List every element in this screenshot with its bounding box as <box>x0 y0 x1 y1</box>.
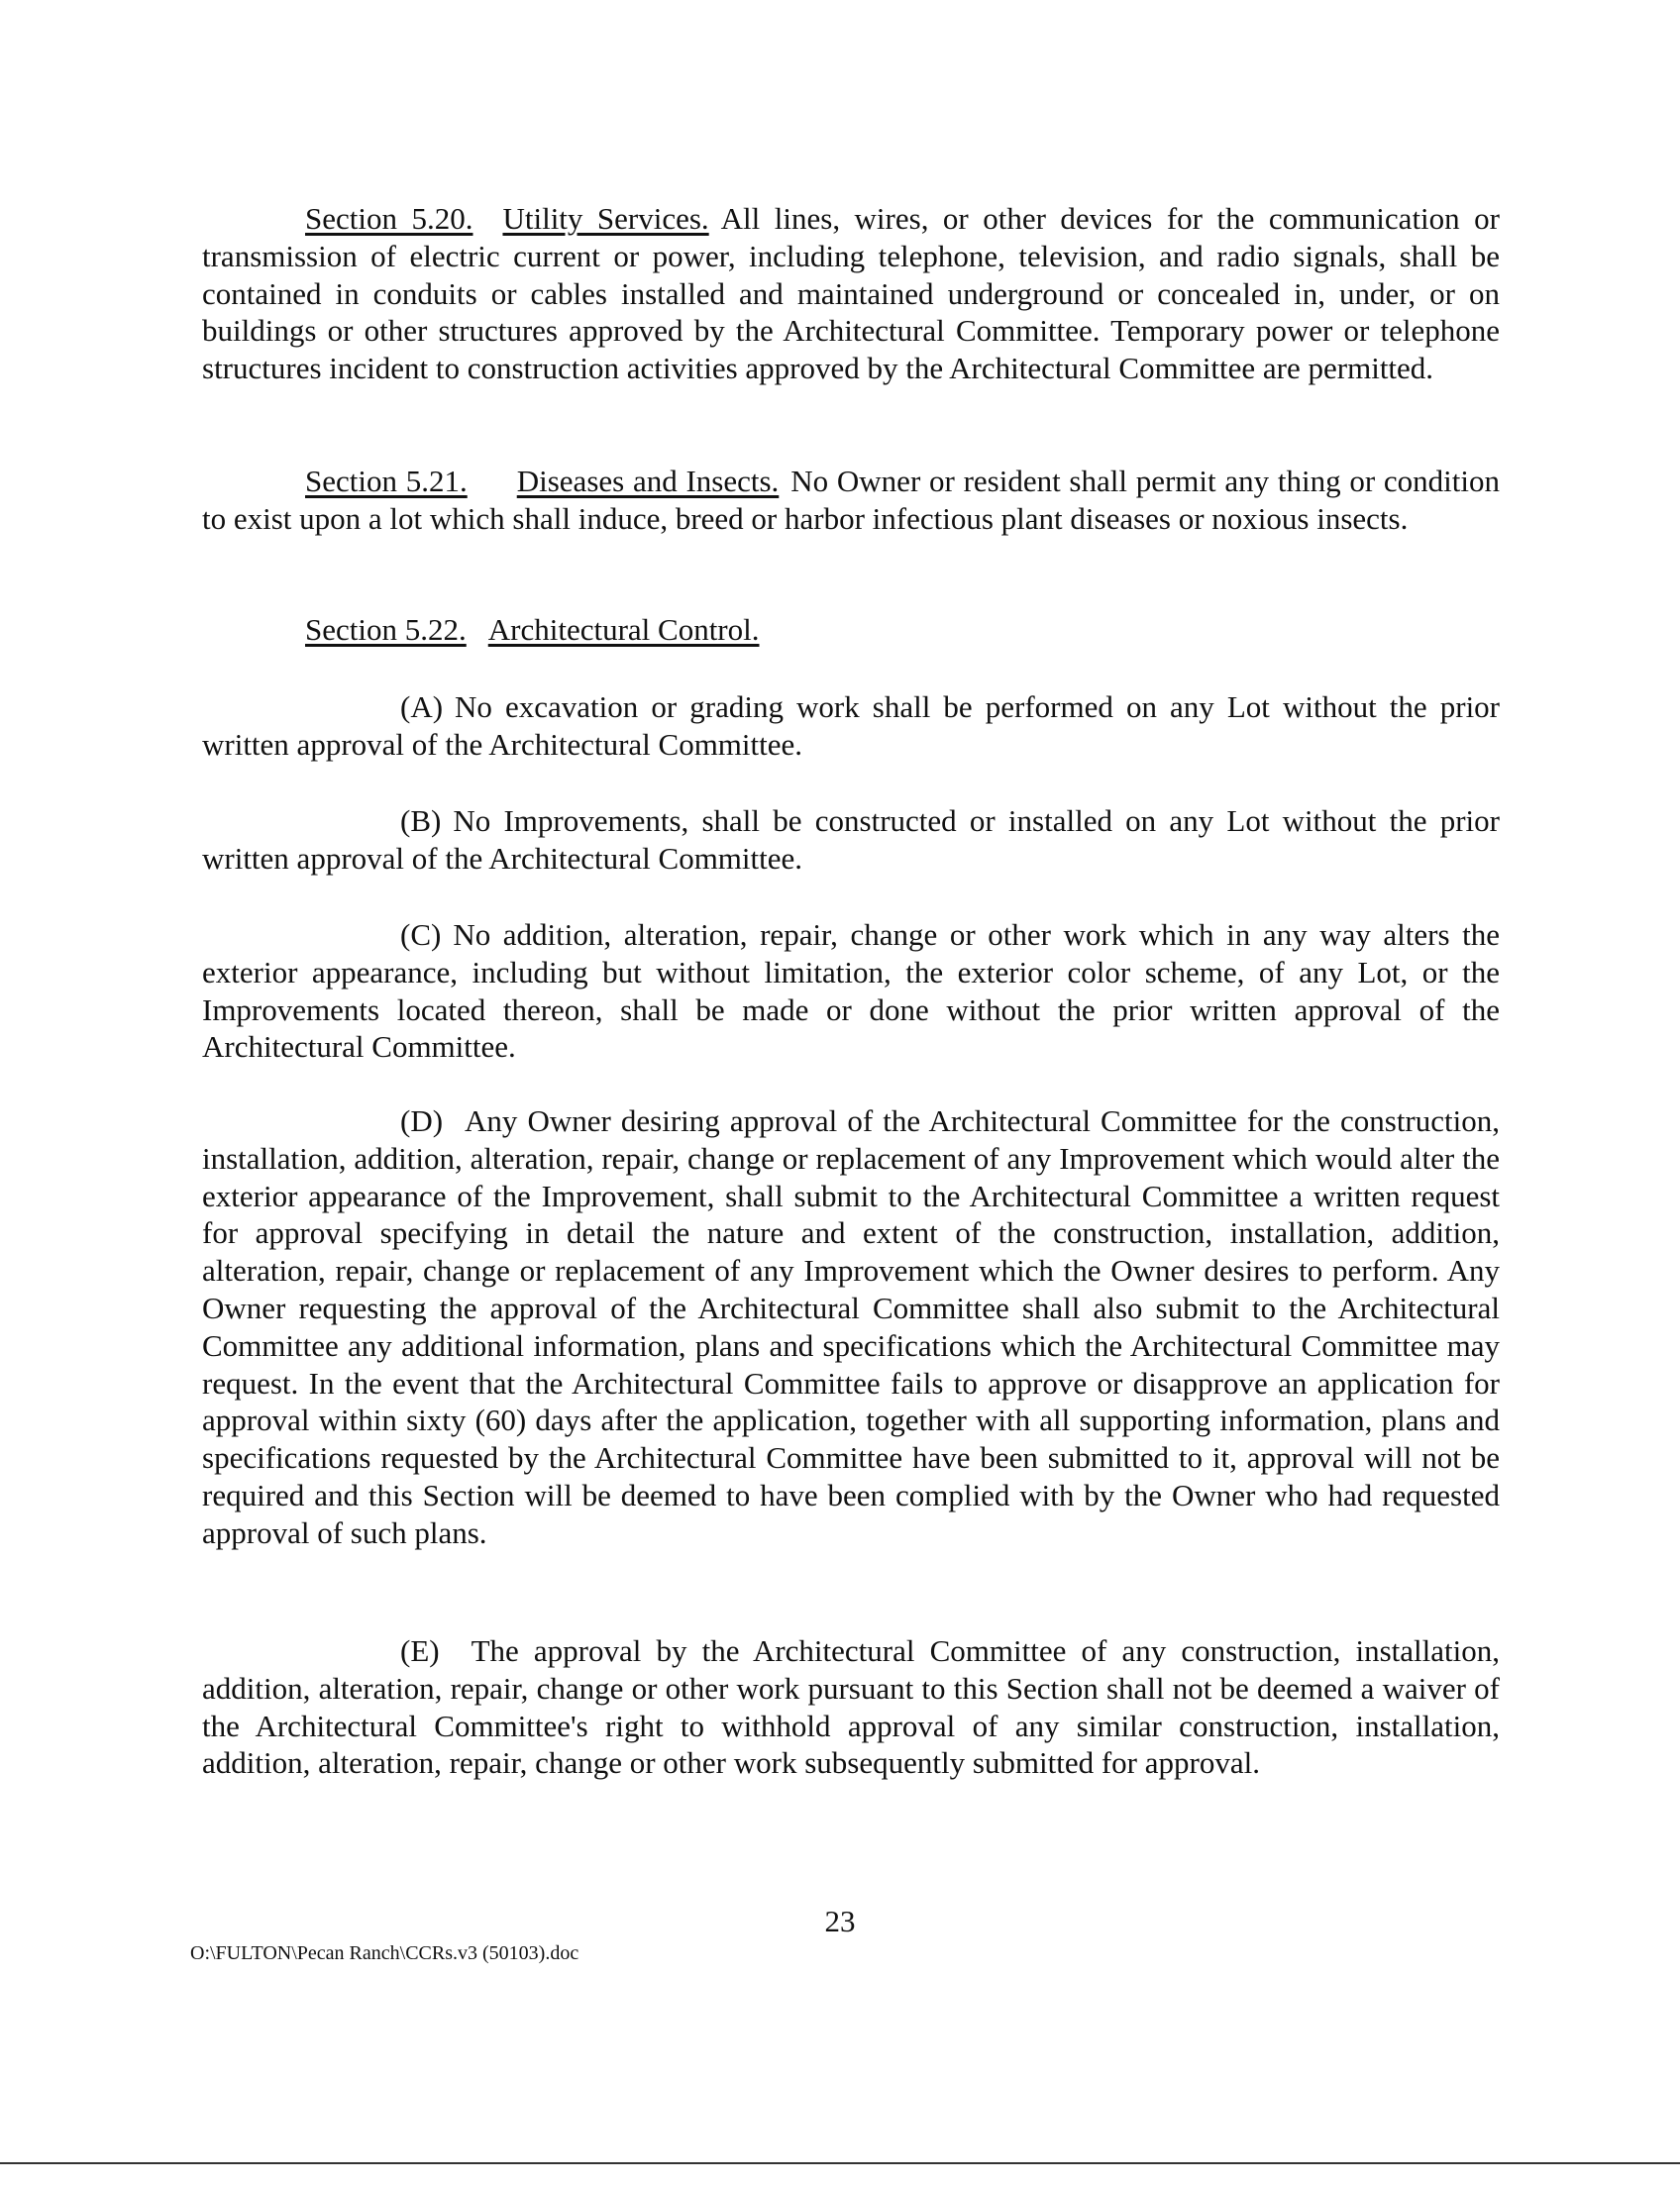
subsection-a-text: No excavation or grading work shall be performed on any Lot without the prior written approval of the Architectural Committee. <box>202 689 1500 762</box>
subsection-b <box>202 802 1500 878</box>
section-5-21 <box>202 463 1500 538</box>
section-5-20-number: Section 5.20. <box>305 201 473 236</box>
section-5-20 <box>202 200 1500 387</box>
subsection-c-label: (C) <box>400 917 442 952</box>
section-5-21-number: Section 5.21. <box>305 464 468 498</box>
subsection-a-label: (A) <box>400 689 444 724</box>
subsection-a <box>202 688 1500 764</box>
section-5-21-title: Diseases and Insects. <box>516 464 780 498</box>
subsection-b-label: (B) <box>400 803 442 838</box>
subsection-c <box>202 916 1500 1066</box>
section-5-21-body: No Owner or resident shall permit any thing or condition to exist upon a lot which shall induce, breed or harbor infectious plant diseases or noxious insects. <box>202 464 1500 536</box>
footer-file-path: O:\FULTON\Pecan Ranch\CCRs.v3 (50103).doc <box>190 1942 579 1964</box>
subsection-e <box>202 1632 1500 1782</box>
subsection-d <box>202 1102 1500 1552</box>
bottom-rule <box>0 2162 1680 2164</box>
subsection-d-label: (D) <box>400 1103 444 1138</box>
subsection-b-text: No Improvements, shall be constructed or installed on any Lot without the prior written approval of the Architectural Committee. <box>202 803 1500 876</box>
section-5-22-heading <box>305 611 760 649</box>
section-5-20-title: Utility Services. <box>502 201 709 236</box>
section-5-22-title: Architectural Control. <box>487 612 760 647</box>
page-number: 23 <box>824 1904 856 1938</box>
section-5-22-number: Section 5.22. <box>305 612 467 647</box>
subsection-c-text: No addition, alteration, repair, change or other work which in any way alters the exterior appearance, including but without limitation, the exterior color scheme, of any Lot, or the Improvements located thereon, shall be made or done without the prior written approval of the Architectural Committee. <box>202 917 1500 1065</box>
section-5-20-body: All lines, wires, or other devices for the communication or transmission of electric current or power, including telephone, television, and radio signals, shall be contained in conduits or cables installed and maintained underground or concealed in, under, or on buildings or other structures approved by the Architectural Committee. Temporary power or telephone structures incident to construction activities approved by the Architectural Committee are permitted. <box>202 201 1500 386</box>
subsection-e-text: The approval by the Architectural Committee of any construction, installation, addition, alteration, repair, change or other work pursuant to this Section shall not be deemed a waiver of the Architectural Committee's right to withhold approval of any similar construction, installation, addition, alteration, repair, change or other work subsequently submitted for approval. <box>202 1633 1500 1781</box>
subsection-e-label: (E) <box>400 1633 440 1668</box>
subsection-d-text: Any Owner desiring approval of the Architectural Committee for the construction, installation, addition, alteration, repair, change or replacement of any Improvement which would alter the exterior appearance of the Improvement, shall submit to the Architectural Committee a written request for approval specifying in detail the nature and extent of the construction, installation, addition, alteration, repair, change or replacement of any Improvement which the Owner desires to perform. Any Owner requesting the approval of the Architectural Committee shall also submit to the Architectural Committee any additional information, plans and specifications which the Architectural Committee may request. In the event that the Architectural Committee fails to approve or disapprove an application for approval within sixty (60) days after the application, together with all supporting information, plans and specifications requested by the Architectural Committee have been submitted to it, approval will not be required and this Section will be deemed to have been complied with by the Owner who had requested approval of such plans. <box>202 1103 1500 1550</box>
